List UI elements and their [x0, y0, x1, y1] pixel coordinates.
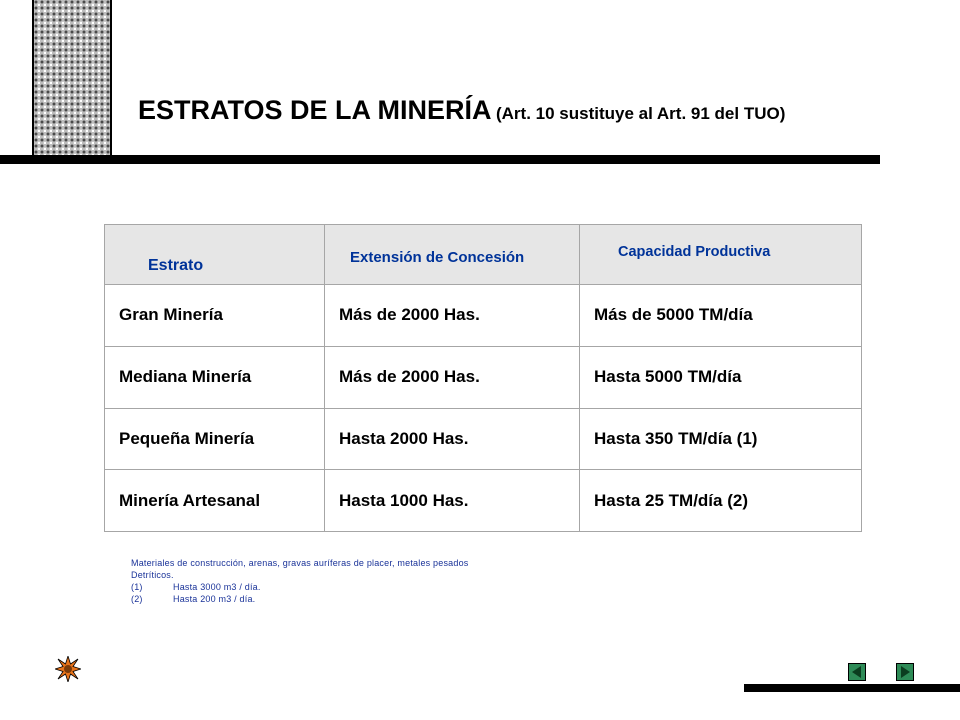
header-extension: Extensión de Concesión — [325, 225, 580, 285]
footnote-intro-cont: Detríticos. — [131, 570, 174, 580]
cell-estrato: Mediana Minería — [105, 346, 325, 408]
cell-extension: Más de 2000 Has. — [325, 346, 580, 408]
sunburst-icon[interactable] — [55, 656, 81, 682]
next-arrow-icon — [897, 664, 913, 680]
header-estrato: Estrato — [105, 225, 325, 285]
prev-slide-button[interactable] — [848, 663, 866, 681]
table-row — [105, 470, 862, 532]
header-capacidad: Capacidad Productiva — [580, 225, 862, 285]
cell-capacidad: Hasta 25 TM/día (2) — [580, 470, 862, 532]
slide-title — [138, 95, 785, 126]
footer-bar — [744, 684, 960, 692]
footnote-item — [131, 593, 551, 605]
decorative-pattern-block — [32, 0, 112, 157]
footnote-text: Hasta 3000 m3 / día. — [173, 582, 261, 592]
cell-extension: Hasta 1000 Has. — [325, 470, 580, 532]
cell-estrato: Pequeña Minería — [105, 408, 325, 470]
cell-capacidad: Hasta 5000 TM/día — [580, 346, 862, 408]
footnote-item — [131, 581, 551, 593]
table-row — [105, 408, 862, 470]
table-row — [105, 346, 862, 408]
title-rule — [0, 155, 880, 164]
title-subtitle: (Art. 10 sustituye al Art. 91 del TUO) — [495, 104, 786, 123]
footnote-text: Hasta 200 m3 / día. — [173, 594, 256, 604]
title-main: ESTRATOS DE LA MINERÍA — [138, 95, 492, 125]
footnote-number: (1) — [131, 582, 143, 592]
footnote-number: (2) — [131, 594, 143, 604]
next-slide-button[interactable] — [896, 663, 914, 681]
cell-capacidad: Hasta 350 TM/día (1) — [580, 408, 862, 470]
cell-capacidad: Más de 5000 TM/día — [580, 285, 862, 347]
table-row — [105, 285, 862, 347]
cell-extension: Más de 2000 Has. — [325, 285, 580, 347]
table-header-row — [105, 225, 862, 285]
footnote-intro: Materiales de construcción, arenas, gravas auríferas de placer, metales pesados — [131, 558, 469, 568]
cell-estrato: Gran Minería — [105, 285, 325, 347]
footnotes — [131, 557, 551, 605]
mining-strata-table — [104, 224, 862, 532]
prev-arrow-icon — [849, 664, 865, 680]
cell-estrato: Minería Artesanal — [105, 470, 325, 532]
cell-extension: Hasta 2000 Has. — [325, 408, 580, 470]
